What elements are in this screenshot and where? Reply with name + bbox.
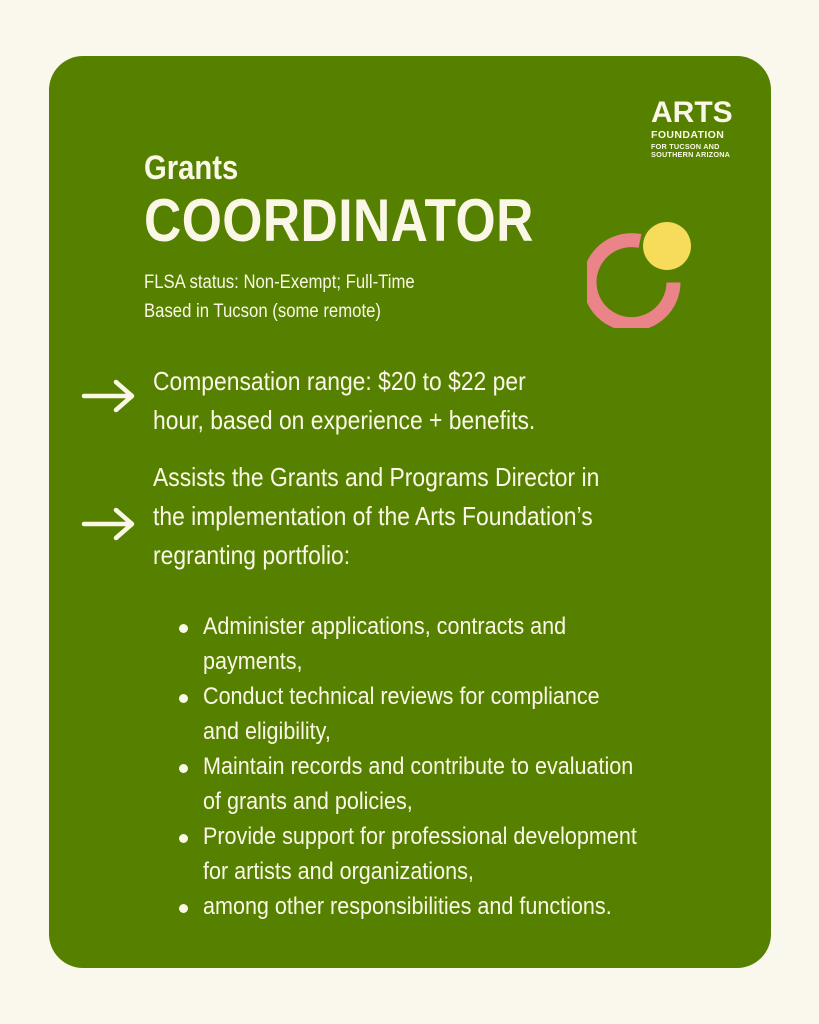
summary-line-3: regranting portfolio: <box>153 540 351 570</box>
duty-line: Maintain records and contribute to evaluation <box>203 753 634 780</box>
logo-line-2: FOR TUCSON AND <box>651 141 720 151</box>
duties-list <box>175 609 696 924</box>
summary-text <box>153 458 646 575</box>
list-item <box>175 889 696 924</box>
logo-line-1: FOUNDATION <box>651 129 725 141</box>
bullet-dot-icon <box>179 694 188 703</box>
flsa-status: FLSA status: Non-Exempt; Full-Time <box>144 272 415 293</box>
list-item <box>175 819 696 889</box>
bullet-dot-icon <box>179 624 188 633</box>
duty-line: of grants and policies, <box>203 788 413 815</box>
compensation-text <box>153 362 646 440</box>
title-small: Grants <box>144 149 239 187</box>
right-arrow-icon <box>81 378 137 414</box>
summary-line-2: the implementation of the Arts Foundation’s <box>153 501 593 531</box>
duty-line: among other responsibilities and functions. <box>203 893 612 920</box>
duty-line: Conduct technical reviews for compliance <box>203 683 600 710</box>
page-title: COORDINATOR <box>144 187 534 254</box>
compensation-line-1: Compensation range: $20 to $22 per <box>153 366 526 396</box>
duty-line: payments, <box>203 648 303 675</box>
duty-line: Provide support for professional development <box>203 823 637 850</box>
arts-foundation-logo <box>651 98 733 158</box>
job-meta <box>144 268 415 326</box>
bullet-dot-icon <box>179 764 188 773</box>
right-arrow-icon <box>81 506 137 542</box>
bullet-dot-icon <box>179 834 188 843</box>
job-card <box>49 56 771 968</box>
list-item <box>175 749 696 819</box>
duty-line: for artists and organizations, <box>203 858 474 885</box>
compensation-line-2: hour, based on experience + benefits. <box>153 405 536 435</box>
list-item <box>175 609 696 679</box>
logo-line-3: SOUTHERN ARIZONA <box>651 149 731 159</box>
ring-dot-emblem-icon <box>587 218 697 328</box>
job-location: Based in Tucson (some remote) <box>144 301 381 322</box>
duty-line: and eligibility, <box>203 718 331 745</box>
duty-line: Administer applications, contracts and <box>203 613 567 640</box>
logo-wordmark: ARTS <box>651 96 733 129</box>
summary-line-1: Assists the Grants and Programs Director in <box>153 462 600 492</box>
bullet-dot-icon <box>179 904 188 913</box>
list-item <box>175 679 696 749</box>
